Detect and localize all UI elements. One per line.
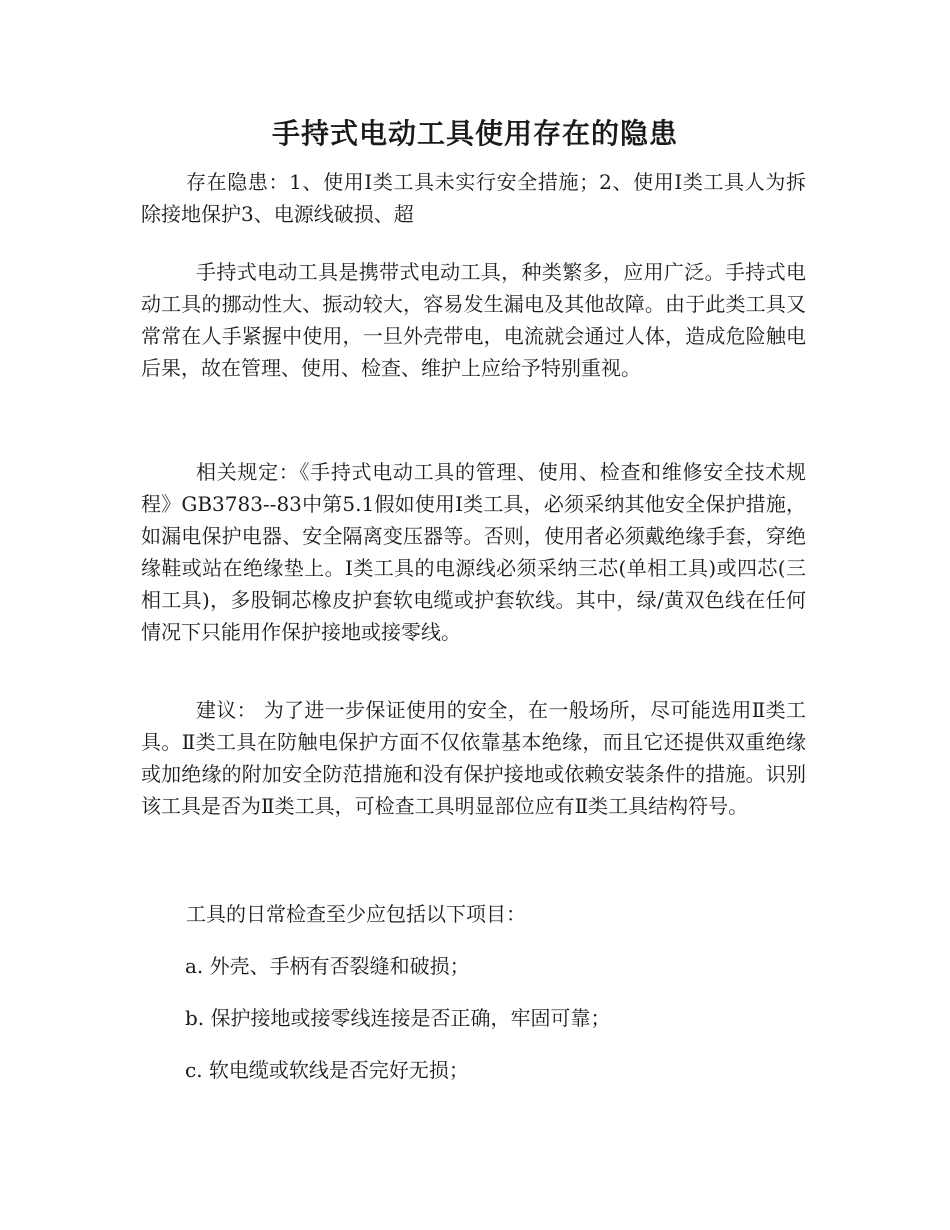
checklist-item: c. 软电缆或软线是否完好无损； bbox=[185, 1058, 469, 1082]
checklist-item: a. 外壳、手柄有否裂缝和破损； bbox=[185, 954, 470, 978]
checklist-item: b. 保护接地或接零线连接是否正确，牢固可靠； bbox=[185, 1006, 611, 1030]
regulation-paragraph: 相关规定：《手持式电动工具的管理、使用、检查和维修安全技术规程》GB3783--83中第5.1假如使用Ⅰ类工具，必须采纳其他安全保护措施，如漏电保护电器、安全隔离变压器等。否则，使用者必须戴绝缘手套，穿绝缘鞋或站在绝缘垫上。Ⅰ类工具的电源线必须采纳三芯(单相工具)或四芯(三相工具)，多股铜芯橡皮护套软电缆或护套软线。其中，绿/黄双色线在任何情况下只能用作保护接地或接零线。 bbox=[141, 460, 806, 644]
checklist-intro-paragraph: 工具的日常检查至少应包括以下项目： bbox=[186, 902, 526, 926]
recommendation-paragraph: 建议： 为了进一步保证使用的安全，在一般场所，尽可能选用Ⅱ类工具。Ⅱ类工具在防触电保护方面不仅依靠基本绝缘，而且它还提供双重绝缘或加绝缘的附加安全防范措施和没有保护接地或依赖安装条件的措施。识别该工具是否为Ⅱ类工具，可检查工具明显部位应有Ⅱ类工具结构符号。 bbox=[141, 698, 806, 818]
document-title: 手持式电动工具使用存在的隐患 bbox=[271, 117, 678, 150]
hazard-paragraph: 存在隐患：1、使用Ⅰ类工具未实行安全措施；2、使用Ⅰ类工具人为拆除接地保护3、电源线破损、超 bbox=[141, 170, 806, 226]
intro-paragraph: 手持式电动工具是携带式电动工具，种类繁多，应用广泛。手持式电动工具的挪动性大、振动较大，容易发生漏电及其他故障。由于此类工具又常常在人手紧握中使用，一旦外壳带电，电流就会通过人体，造成危险触电后果，故在管理、使用、检查、维护上应给予特别重视。 bbox=[141, 260, 806, 380]
